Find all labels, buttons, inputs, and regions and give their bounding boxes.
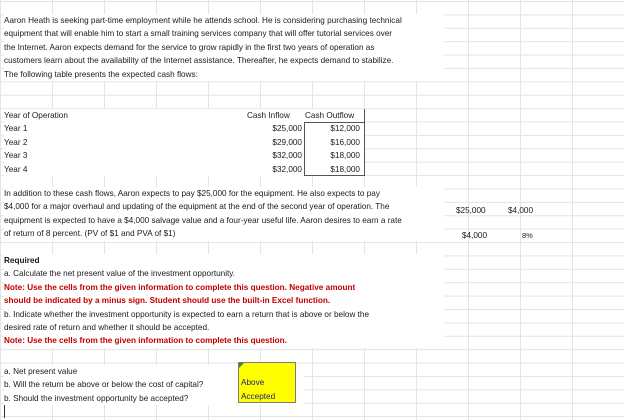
table-row <box>4 163 364 176</box>
header-year[interactable]: Year of Operation <box>4 111 68 120</box>
required-a: a. Calculate the net present value of the investment opportunity. <box>4 269 236 279</box>
accepted-answer-cell[interactable]: Accepted <box>241 391 276 401</box>
rate-of-return-cell[interactable]: 8% <box>522 231 533 240</box>
outflow-cell[interactable]: $18,000 <box>330 164 360 174</box>
overhaul-cost-cell[interactable]: $4,000 <box>508 206 534 215</box>
question-above-below: b. Will the return be above or below the cost of capital? <box>4 380 204 390</box>
intro-line: customers learn about the availability of the Internet assistance. Thereafter, he expects demand to stabilize. <box>4 56 394 66</box>
para-line: In addition to these cash flows, Aaron expects to pay $25,000 for the equipment. He also expects to pay <box>4 189 380 198</box>
salvage-value-cell[interactable]: $4,000 <box>462 231 488 240</box>
table-row <box>4 149 364 162</box>
inflow-cell[interactable]: $32,000 <box>272 164 302 174</box>
row-label[interactable]: Year 3 <box>4 151 28 161</box>
outflow-cell[interactable]: $18,000 <box>330 151 360 161</box>
intro-paragraph <box>4 14 444 81</box>
table-row <box>4 136 364 149</box>
above-below-answer-cell[interactable]: Above <box>241 378 265 388</box>
intro-line: The following table presents the expected cash flows: <box>4 69 198 79</box>
note-line: should be indicated by a minus sign. Student should use the built-in Excel function. <box>4 296 331 306</box>
row-label[interactable]: Year 2 <box>4 137 28 147</box>
outflow-cell[interactable]: $16,000 <box>330 137 360 147</box>
text-cursor <box>4 405 5 418</box>
note-line: Note: Use the cells from the given information to complete this question. <box>4 336 287 346</box>
required-b: b. Indicate whether the investment opportunity is expected to earn a return that is above or below the <box>4 309 370 319</box>
para-line: $4,000 for a major overhaul and updating of the equipment at the end of the second year of operation. The <box>4 202 390 212</box>
required-b: desired rate of return and whether it should be accepted. <box>4 323 210 333</box>
outflow-cell[interactable]: $12,000 <box>330 124 360 134</box>
equipment-cost-cell[interactable]: $25,000 <box>456 206 486 215</box>
required-title: Required <box>4 256 40 265</box>
inflow-cell[interactable]: $25,000 <box>272 124 302 134</box>
question-accepted: b. Should the investment opportunity be accepted? <box>4 393 189 403</box>
table-header-row <box>4 109 364 122</box>
header-outflow[interactable]: Cash Outflow <box>305 111 355 120</box>
equipment-paragraph <box>4 187 444 241</box>
inflow-cell[interactable]: $32,000 <box>272 151 302 161</box>
intro-line: Aaron Heath is seeking part-time employment while he attends school. He is considering purchasing technical <box>4 16 402 25</box>
header-inflow[interactable]: Cash Inflow <box>247 111 290 120</box>
cash-flow-table <box>4 109 364 176</box>
intro-line: the Internet. Aaron expects demand for the service to grow rapidly in the first two years of operation as <box>4 42 375 52</box>
para-line: of return of 8 percent. (PV of $1 and PVA of $1) <box>4 229 176 239</box>
table-row <box>4 122 364 135</box>
note-line: Note: Use the cells from the given information to complete this question. Negative amount <box>4 282 356 292</box>
inflow-cell[interactable]: $29,000 <box>272 137 302 147</box>
question-npv: a. Net present value <box>4 367 78 376</box>
para-line: equipment is expected to have a $4,000 salvage value and a four-year useful life. Aaron desires to earn a rate <box>4 215 402 225</box>
required-section <box>4 254 444 348</box>
error-indicator-icon <box>239 363 244 368</box>
row-label[interactable]: Year 4 <box>4 164 28 174</box>
intro-line: equipment that will enable him to start a small training services company that will offer tutorial services over <box>4 29 393 39</box>
row-label[interactable]: Year 1 <box>4 124 28 134</box>
